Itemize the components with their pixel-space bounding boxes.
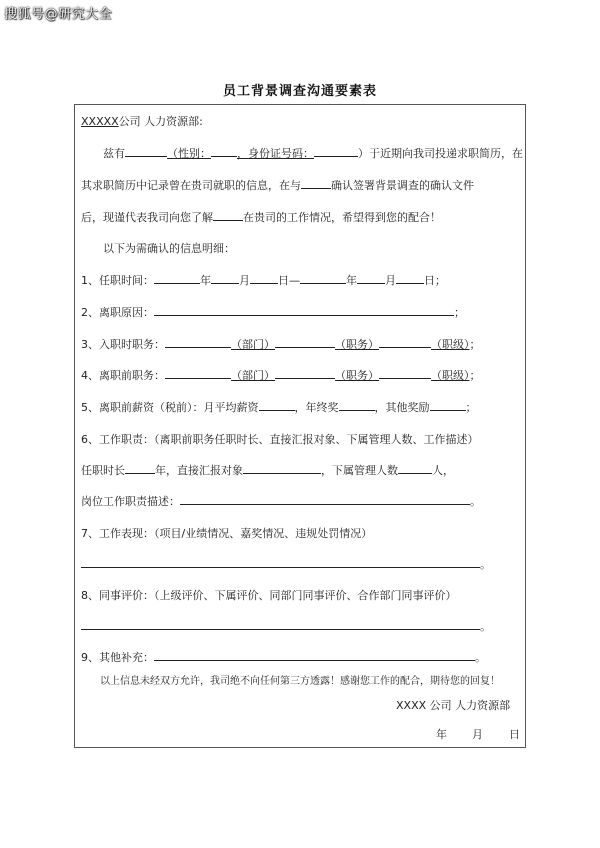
item-performance: 7、工作表现：（项目/业绩情况、嘉奖情况、违规处罚情况） xyxy=(81,527,373,540)
item-label: 9、其他补充： xyxy=(81,651,154,664)
confidentiality-note: 以上信息未经双方允许，我司绝不向任何第三方透露！感谢您工作的配合，期待您的回复！ xyxy=(100,676,500,687)
id-label: ，身份证号码： xyxy=(237,147,314,160)
item-end: 。 xyxy=(475,651,486,664)
year-label: 年 xyxy=(200,274,211,287)
monthly-salary-blank[interactable] xyxy=(259,399,295,411)
report-to-blank[interactable] xyxy=(243,462,321,474)
item-employment-period xyxy=(81,272,446,288)
watermark: 搜狐号@研究大全 xyxy=(4,7,113,22)
item-entry-position xyxy=(81,336,481,352)
subordinates-blank[interactable] xyxy=(398,462,432,474)
item-leaving-position xyxy=(81,367,481,383)
end-month-blank[interactable] xyxy=(357,272,385,284)
leaving-post-blank[interactable] xyxy=(275,367,335,379)
signature-company: XXXX 公司 人力资源部 xyxy=(396,699,511,712)
entry-dept-blank[interactable] xyxy=(165,336,231,348)
bonus-label: ，年终奖 xyxy=(294,401,339,414)
level-label: （职级） xyxy=(431,369,470,382)
intro-line-3 xyxy=(81,209,441,225)
name-blank[interactable] xyxy=(125,145,167,157)
intro-text: 后，现谨代表我司向您了解 xyxy=(81,211,213,224)
item-end: ； xyxy=(454,306,465,319)
intro-line-2 xyxy=(81,177,474,193)
item-label: 3、入职时职务： xyxy=(81,338,165,351)
other-reward-label: ，其他奖励 xyxy=(374,401,430,414)
entry-level-blank[interactable] xyxy=(379,336,431,348)
leaving-level-blank[interactable] xyxy=(379,367,431,379)
intro-text: ）于近期向我司投递求职简历，在 xyxy=(358,147,523,160)
greeting-rest: 公司 人力资源部: xyxy=(118,115,203,128)
greeting-company: XXXXX xyxy=(81,115,119,128)
item-end: 。 xyxy=(480,620,491,633)
month-label: 月 xyxy=(239,274,250,287)
start-month-blank[interactable] xyxy=(211,272,239,284)
dept-label: （部门） xyxy=(231,369,275,382)
colleague-review-blank[interactable] xyxy=(81,618,480,630)
leaving-reason-blank[interactable] xyxy=(154,304,454,316)
intro-text: 兹有 xyxy=(103,147,125,160)
other-reward-blank[interactable] xyxy=(430,399,466,411)
month-label: 月 xyxy=(385,274,396,287)
intro-line-1 xyxy=(103,145,523,161)
annual-bonus-blank[interactable] xyxy=(339,399,375,411)
item-colleague-review: 8、同事评价：（上级评价、下属评价、同部门同事评价、合作部门同事评价） xyxy=(81,589,457,602)
item-end: 。 xyxy=(480,558,491,571)
end-day-blank[interactable] xyxy=(396,272,424,284)
item-duties-details xyxy=(81,462,454,478)
tenure-blank[interactable] xyxy=(125,462,155,474)
start-year-blank[interactable] xyxy=(154,272,200,284)
colleague-review-line xyxy=(81,618,491,634)
duty-description-blank[interactable] xyxy=(180,493,470,505)
leaving-dept-blank[interactable] xyxy=(165,367,231,379)
end-year-blank[interactable] xyxy=(300,272,346,284)
candidate-blank[interactable] xyxy=(301,177,331,189)
tenure-label: 任职时长 xyxy=(81,464,125,477)
start-day-blank[interactable] xyxy=(250,272,278,284)
document-title: 员工背景调查沟通要素表 xyxy=(222,84,377,99)
item-duties-description xyxy=(81,493,481,509)
item-label: 2、离职原因： xyxy=(81,306,154,319)
item-duties: 6、工作职责：（离职前职务任职时长、直接汇报对象、下属管理人数、工作描述） xyxy=(81,433,479,446)
item-salary xyxy=(81,399,477,415)
person-unit-label: 人， xyxy=(432,464,454,477)
item-leaving-reason xyxy=(81,304,465,320)
greeting-line xyxy=(81,113,203,129)
id-blank[interactable] xyxy=(314,145,358,157)
intro-text: 在贵司的工作情况，希望得到您的配合！ xyxy=(243,211,441,224)
date-day-label: 日 xyxy=(509,728,520,741)
performance-blank[interactable] xyxy=(81,556,480,568)
item-label: 4、离职前职务： xyxy=(81,369,165,382)
intro-text: 确认签署背景调查的确认文件 xyxy=(331,179,474,192)
date-month-label: 月 xyxy=(472,728,483,741)
gender-label: （性别： xyxy=(167,147,211,160)
item-label: 岗位工作职责描述： xyxy=(81,495,180,508)
day-label: 日— xyxy=(278,274,300,287)
gender-blank[interactable] xyxy=(211,145,237,157)
item-end: ； xyxy=(465,401,477,414)
item-end: ； xyxy=(469,369,481,382)
intro-text: 其求职简历中记录曾在贵司就职的信息，在与 xyxy=(81,179,301,192)
report-to-label: 年，直接汇报对象 xyxy=(155,464,243,477)
level-label: （职级） xyxy=(431,338,470,351)
item-label: 5、离职前薪资（税前）：月平均薪资 xyxy=(81,401,259,414)
post-label: （职务） xyxy=(335,338,379,351)
dept-label: （部门） xyxy=(231,338,275,351)
candidate-blank[interactable] xyxy=(213,209,243,221)
day-label: 日； xyxy=(424,274,446,287)
item-other xyxy=(81,649,486,665)
other-blank[interactable] xyxy=(154,649,475,661)
item-end: 。 xyxy=(470,495,481,508)
performance-line xyxy=(81,556,491,572)
year-label: 年 xyxy=(346,274,357,287)
item-end: ； xyxy=(469,338,481,351)
entry-post-blank[interactable] xyxy=(275,336,335,348)
post-label: （职务） xyxy=(335,369,379,382)
list-intro: 以下为需确认的信息明细： xyxy=(103,242,235,255)
subordinates-label: ，下属管理人数 xyxy=(321,464,398,477)
date-year-label: 年 xyxy=(436,728,447,741)
item-label: 1、任职时间： xyxy=(81,274,154,287)
